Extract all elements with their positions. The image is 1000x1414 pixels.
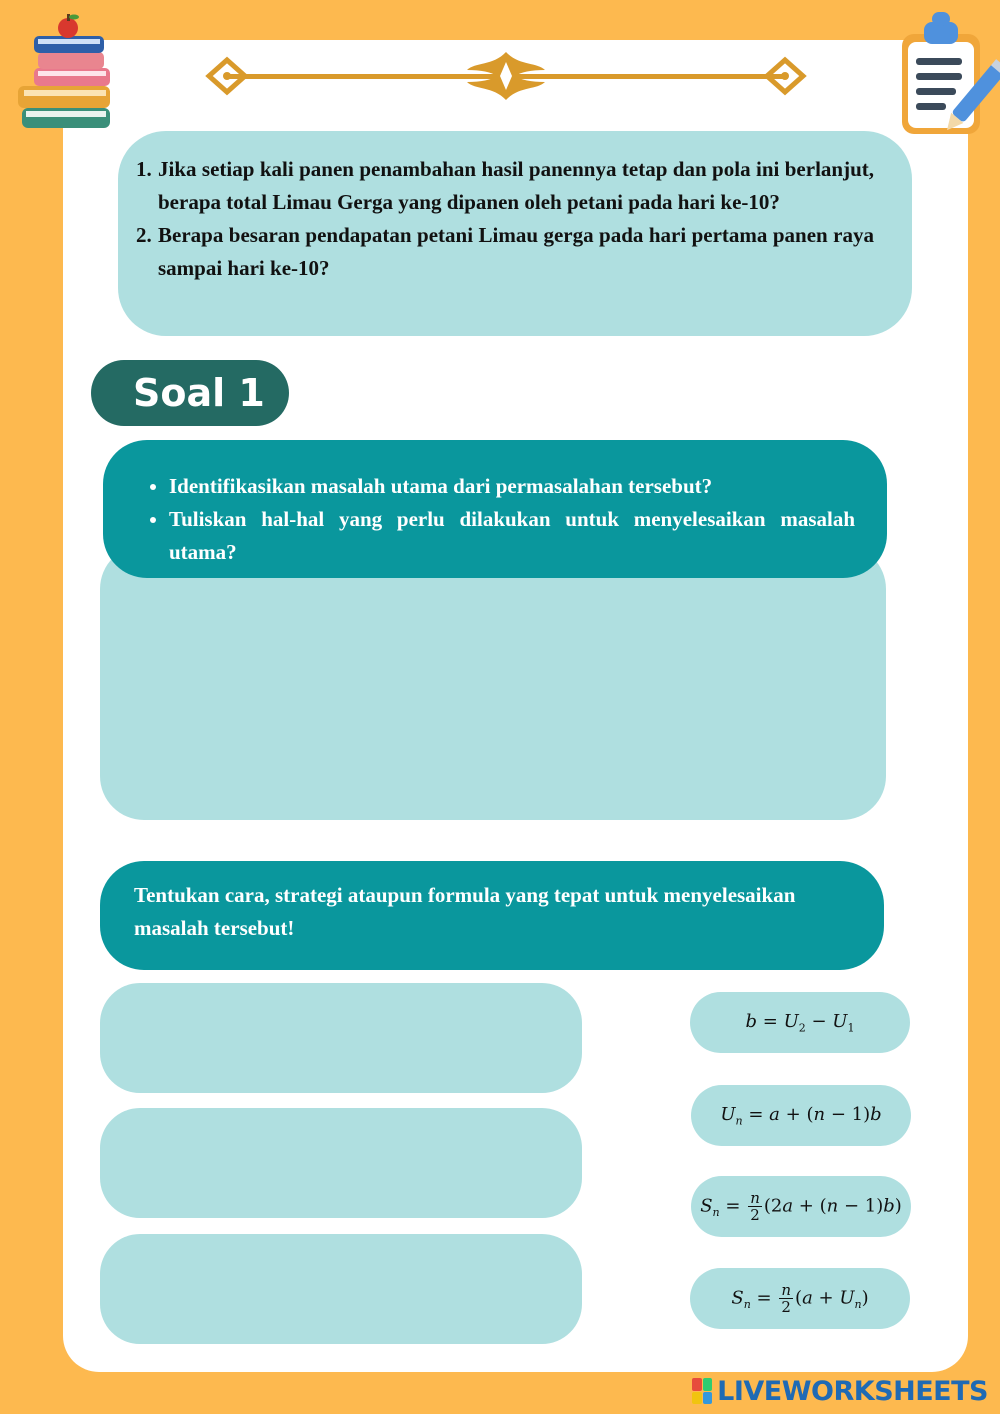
formula-text: $b = U_2 - U_1$ — [745, 1010, 855, 1035]
question-text: Berapa besaran pendapatan petani Limau gerga pada hari pertama panen raya sampai hari ke-10? — [158, 223, 874, 280]
prompt-list — [103, 440, 887, 569]
formula-difference[interactable] — [690, 992, 910, 1053]
books-icon — [16, 12, 118, 134]
prompt-item: • Identifikasikan masalah utama dari permasalahan tersebut? — [169, 470, 855, 503]
question-item — [136, 153, 874, 219]
formula-sum-2[interactable] — [690, 1268, 910, 1329]
question-list — [118, 131, 912, 285]
questions-box — [118, 131, 912, 336]
brand-text: LIVEWORKSHEETS — [717, 1375, 988, 1407]
liveworksheets-logo — [692, 1374, 988, 1408]
section-title-tag: Soal 1 — [91, 360, 289, 426]
question-number: 2. — [136, 223, 152, 247]
question-item — [136, 219, 874, 285]
prompt-identify-box — [103, 440, 887, 578]
drop-box-1[interactable] — [100, 983, 582, 1093]
drop-box-2[interactable] — [100, 1108, 582, 1218]
answer-box-problem[interactable] — [100, 545, 886, 820]
question-text: Jika setiap kali panen penambahan hasil panennya tetap dan pola ini berlanjut, berapa total Limau Gerga yang dipanen oleh petani pada hari ke-10? — [158, 157, 874, 214]
liveworksheets-logo-icon — [692, 1378, 712, 1404]
clipboard-pencil-icon — [894, 8, 1000, 142]
formula-text: $S_n$ = $\frac{n}{2}$ $(a + U_n)$ — [731, 1281, 869, 1316]
drop-box-3[interactable] — [100, 1234, 582, 1344]
prompt-item: • Tuliskan hal-hal yang perlu dilakukan untuk menyelesaikan masalah utama? — [169, 503, 855, 569]
formula-sum-1[interactable] — [691, 1176, 911, 1237]
formula-nth-term[interactable] — [691, 1085, 911, 1146]
formula-text: $S_n$ = $\frac{n}{2}$ (2a + (n − 1)b) — [700, 1189, 902, 1224]
formula-text: $U_n = a + (n - 1)b$ — [720, 1103, 882, 1128]
prompt-strategy-box: Tentukan cara, strategi ataupun formula yang tepat untuk menyelesaikan masalah tersebut! — [100, 861, 884, 970]
question-number: 1. — [136, 157, 152, 181]
ornament-divider — [205, 48, 807, 106]
